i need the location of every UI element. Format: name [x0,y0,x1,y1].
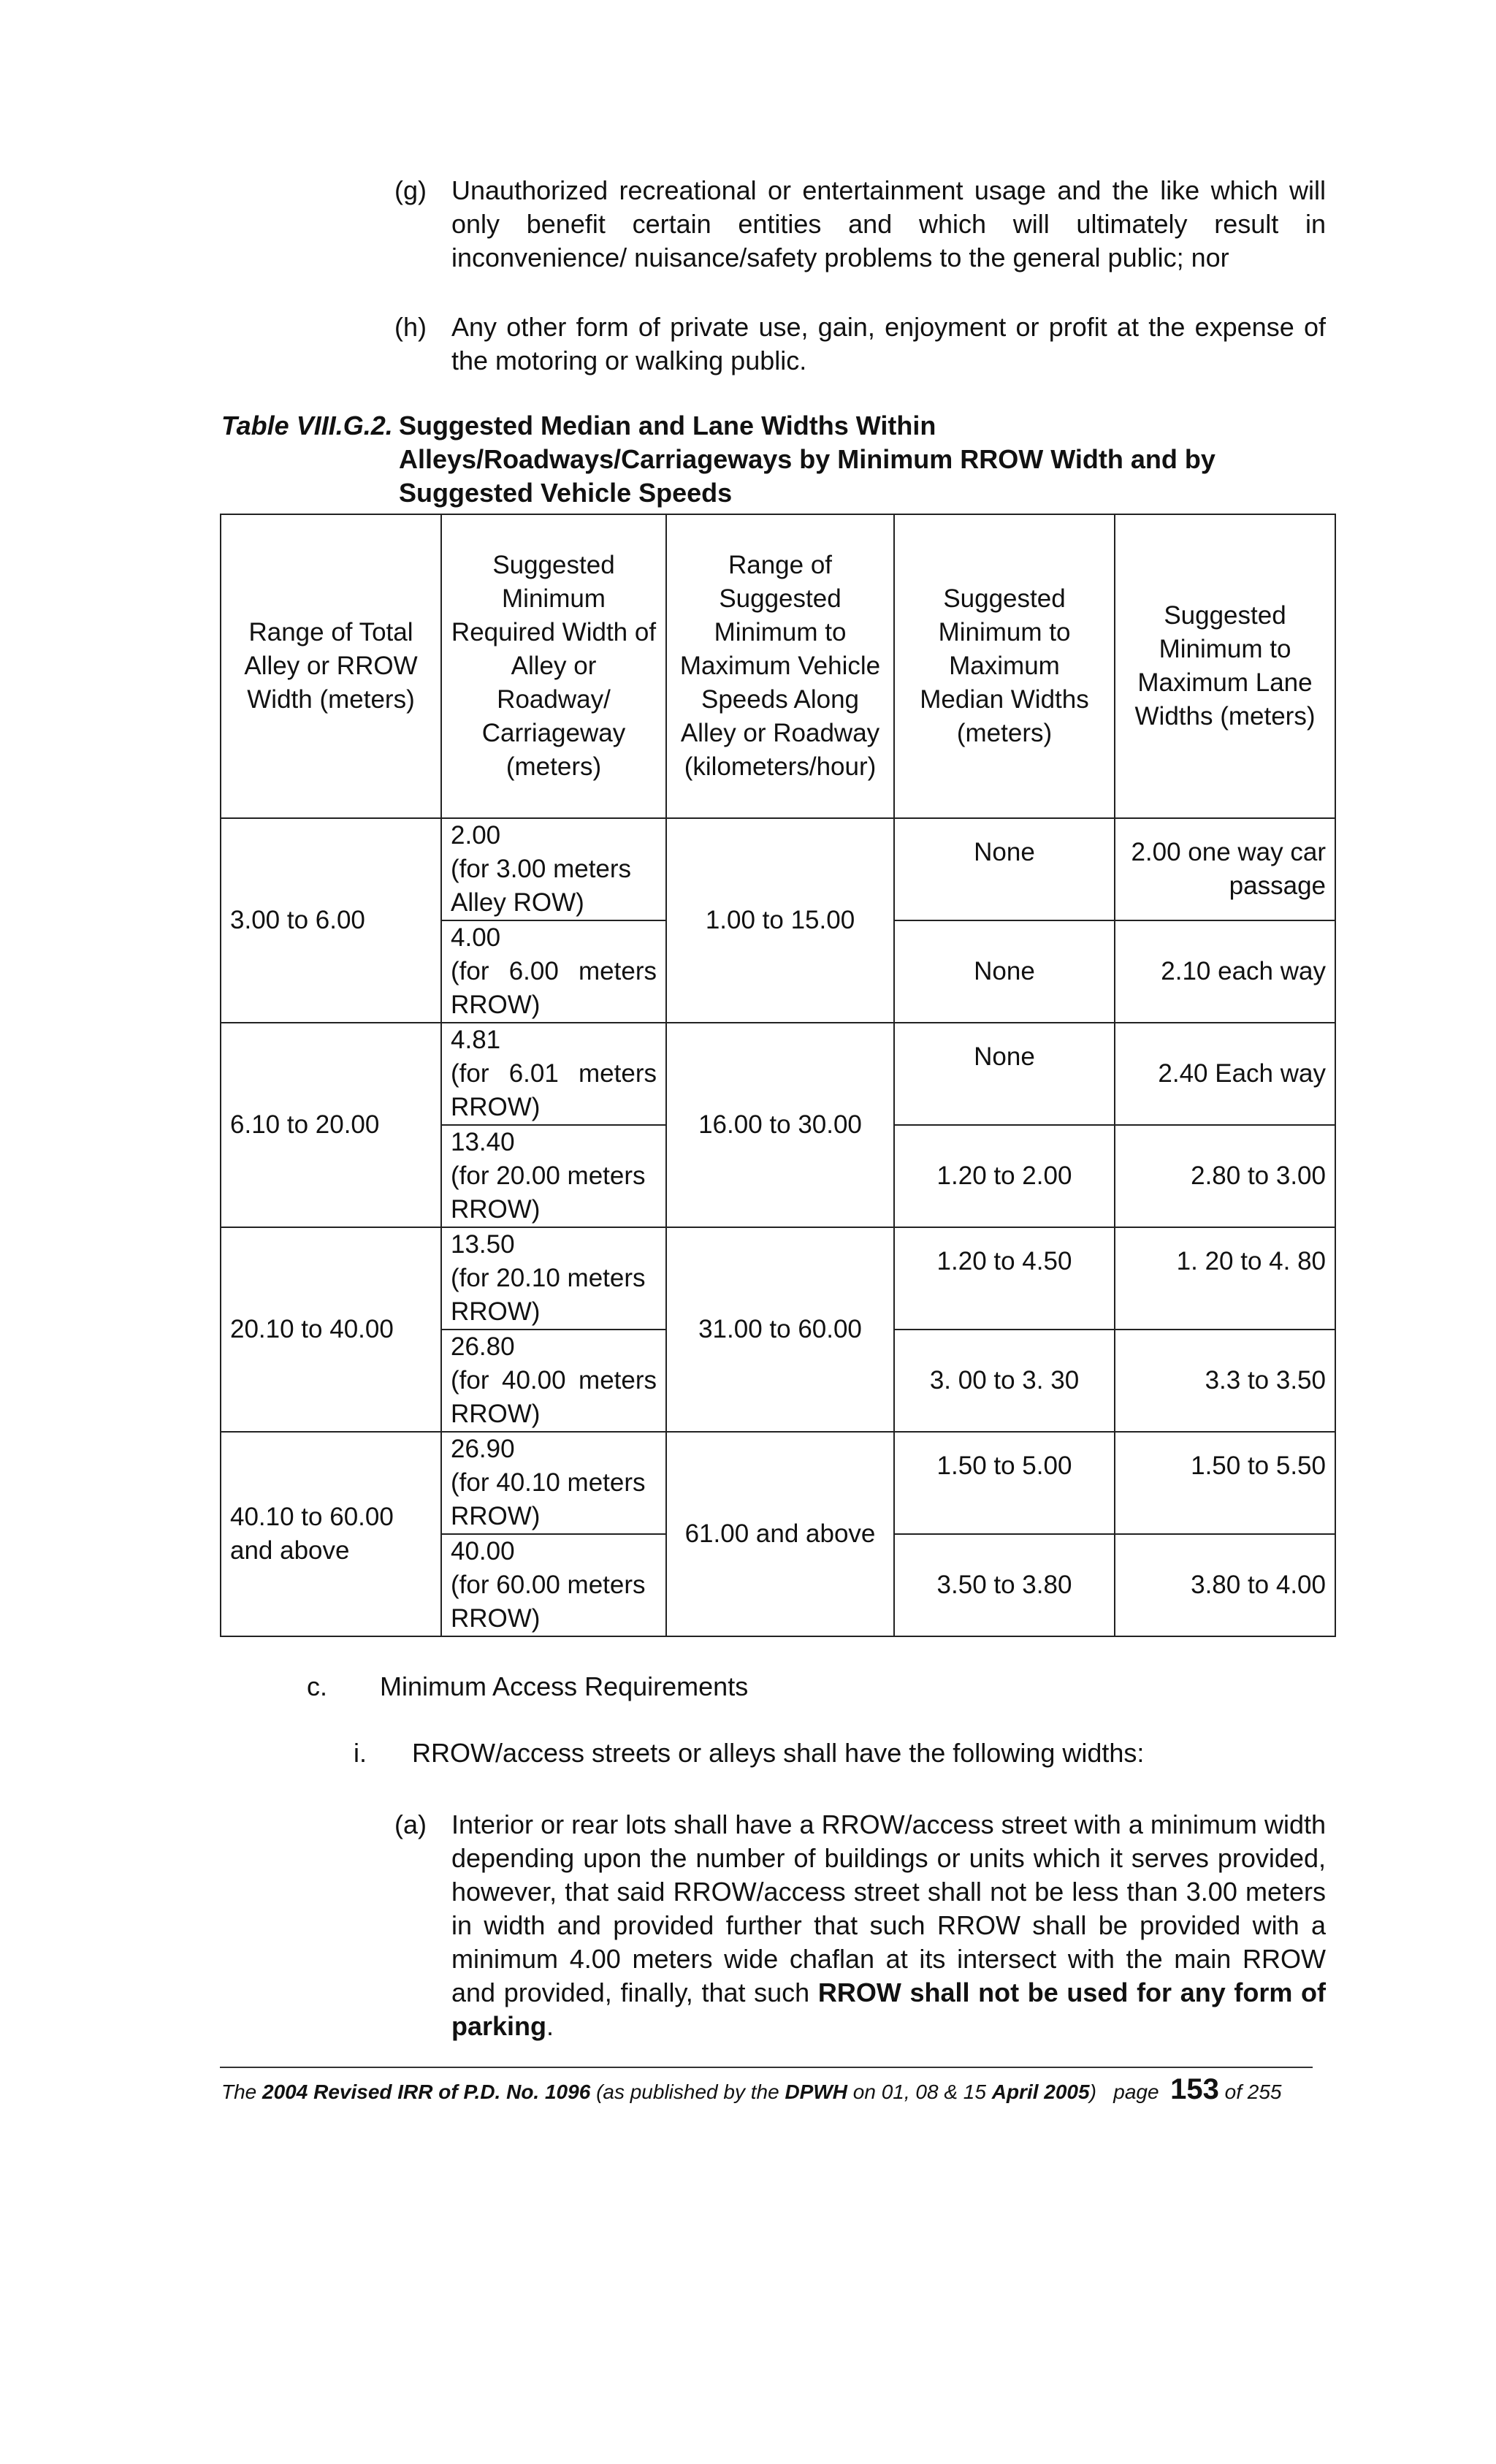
emphasis-text: RROW shall not be used for any form of parking [451,1977,1326,2041]
width-note: (for 20.00 meters RROW) [451,1162,646,1224]
cell-min-width [441,920,666,1023]
cell-speeds: 31.00 to 60.00 [666,1227,894,1432]
item-text: Unauthorized recreational or entertainment usage and the like which will only benefit certain entities and which will ultimately result in inconvenience/ nuisance/safety problems to the general public; nor [451,175,1326,272]
cell-median: 1.50 to 5.00 [894,1432,1115,1534]
cell-lane: 2.10 each way [1115,920,1335,1023]
table-row [221,1432,1335,1534]
page-footer: The 2004 Revised IRR of P.D. No. 1096 (as published by the DPWH on 01, 08 & 15 April 2005) page 153 of 255 [221,2073,1282,2105]
width-value: 26.90 [451,1435,515,1463]
cell-min-width [441,1227,666,1330]
table-number: Table VIII.G.2. [221,411,393,440]
width-note: (for 60.00 meters RROW) [451,1571,646,1633]
cell-range: 3.00 to 6.00 [221,818,441,1023]
table-row [221,1023,1335,1125]
item-marker: (h) [394,312,427,342]
width-value: 4.00 [451,923,501,952]
cell-min-width [441,1023,666,1125]
cell-lane: 2.80 to 3.00 [1115,1125,1335,1227]
subsection-i [354,1736,1144,1770]
cell-min-width [441,1330,666,1432]
cell-min-width [441,1125,666,1227]
table-caption [221,409,1332,510]
subsection-text: RROW/access streets or alleys shall have the following widths: [412,1738,1145,1768]
cell-lane: 2.40 Each way [1115,1023,1335,1125]
width-value: 2.00 [451,821,501,850]
header-lane: Suggested Minimum to Maximum Lane Widths (meters) [1115,514,1335,818]
footer-doc-title: 2004 Revised IRR of P.D. No. 1096 [262,2080,591,2103]
page-number: 153 [1170,2073,1219,2105]
cell-median: None [894,920,1115,1023]
cell-range: 20.10 to 40.00 [221,1227,441,1432]
cell-lane: 3.80 to 4.00 [1115,1534,1335,1636]
subsection-marker: i. [354,1738,367,1768]
cell-lane: 1. 20 to 4. 80 [1115,1227,1335,1330]
cell-median: None [894,1023,1115,1125]
table-header-row [221,514,1335,818]
width-note: (for 20.10 meters RROW) [451,1264,646,1326]
footer-agency: DPWH [785,2080,847,2103]
cell-median: 1.20 to 2.00 [894,1125,1115,1227]
header-min-width: Suggested Minimum Required Width of Alley or Roadway/ Carriageway (meters) [441,514,666,818]
header-range: Range of Total Alley or RROW Width (meters) [221,514,441,818]
list-item-a [394,1808,1326,2043]
cell-median: 3.50 to 3.80 [894,1534,1115,1636]
width-value: 13.40 [451,1128,515,1156]
table-title: Suggested Median and Lane Widths Within Alleys/Roadways/Carriageways by Minimum RROW Width and by Suggested Vehicle Speeds [399,411,1216,508]
width-value: 4.81 [451,1026,501,1054]
item-marker: (g) [394,175,427,205]
width-note: (for 40.10 meters RROW) [451,1468,646,1530]
section-c-heading [307,1670,748,1704]
widths-table [220,514,1336,1637]
cell-min-width [441,818,666,920]
cell-range: 6.10 to 20.00 [221,1023,441,1227]
page-total: of 255 [1224,2080,1282,2103]
item-marker: (a) [394,1809,427,1839]
cell-median: 1.20 to 4.50 [894,1227,1115,1330]
header-speeds: Range of Suggested Minimum to Maximum Vehicle Speeds Along Alley or Roadway (kilometers/hour) [666,514,894,818]
table-row [221,818,1335,920]
cell-speeds: 16.00 to 30.00 [666,1023,894,1227]
cell-speeds: 61.00 and above [666,1432,894,1636]
section-marker: c. [307,1671,328,1701]
cell-min-width [441,1432,666,1534]
cell-lane: 1.50 to 5.50 [1115,1432,1335,1534]
width-note: (for 6.01 meters RROW) [451,1059,657,1121]
table-row [221,1227,1335,1330]
cell-median: 3. 00 to 3. 30 [894,1330,1115,1432]
width-note: (for 40.00 meters RROW) [451,1366,657,1428]
list-item-h [394,310,1326,378]
cell-median: None [894,818,1115,920]
cell-lane: 2.00 one way car passage [1115,818,1335,920]
list-item-g [394,174,1326,275]
width-value: 40.00 [451,1537,515,1565]
width-note: (for 3.00 meters Alley ROW) [451,855,632,917]
item-text: Interior or rear lots shall have a RROW/access street with a minimum width depending upon the number of buildings or units which it serves provided, however, that said RROW/access street shall not be less than 3.00 meters in width and provided further that such RROW shall be provided with a minimum 4.00 meters wide chaflan at its intersect with the main RROW and provided, finally, that such RROW shall not be used for any form of parking. [451,1809,1326,2041]
header-median: Suggested Minimum to Maximum Median Widths (meters) [894,514,1115,818]
width-value: 26.80 [451,1332,515,1361]
cell-speeds: 1.00 to 15.00 [666,818,894,1023]
width-note: (for 6.00 meters RROW) [451,957,657,1019]
cell-lane: 3.3 to 3.50 [1115,1330,1335,1432]
footer-date: April 2005 [991,2080,1090,2103]
width-value: 13.50 [451,1230,515,1259]
section-title: Minimum Access Requirements [380,1671,749,1701]
cell-min-width [441,1534,666,1636]
footer-divider [220,2067,1313,2068]
item-text: Any other form of private use, gain, enjoyment or profit at the expense of the motoring or walking public. [451,312,1326,375]
cell-range: 40.10 to 60.00 and above [221,1432,441,1636]
